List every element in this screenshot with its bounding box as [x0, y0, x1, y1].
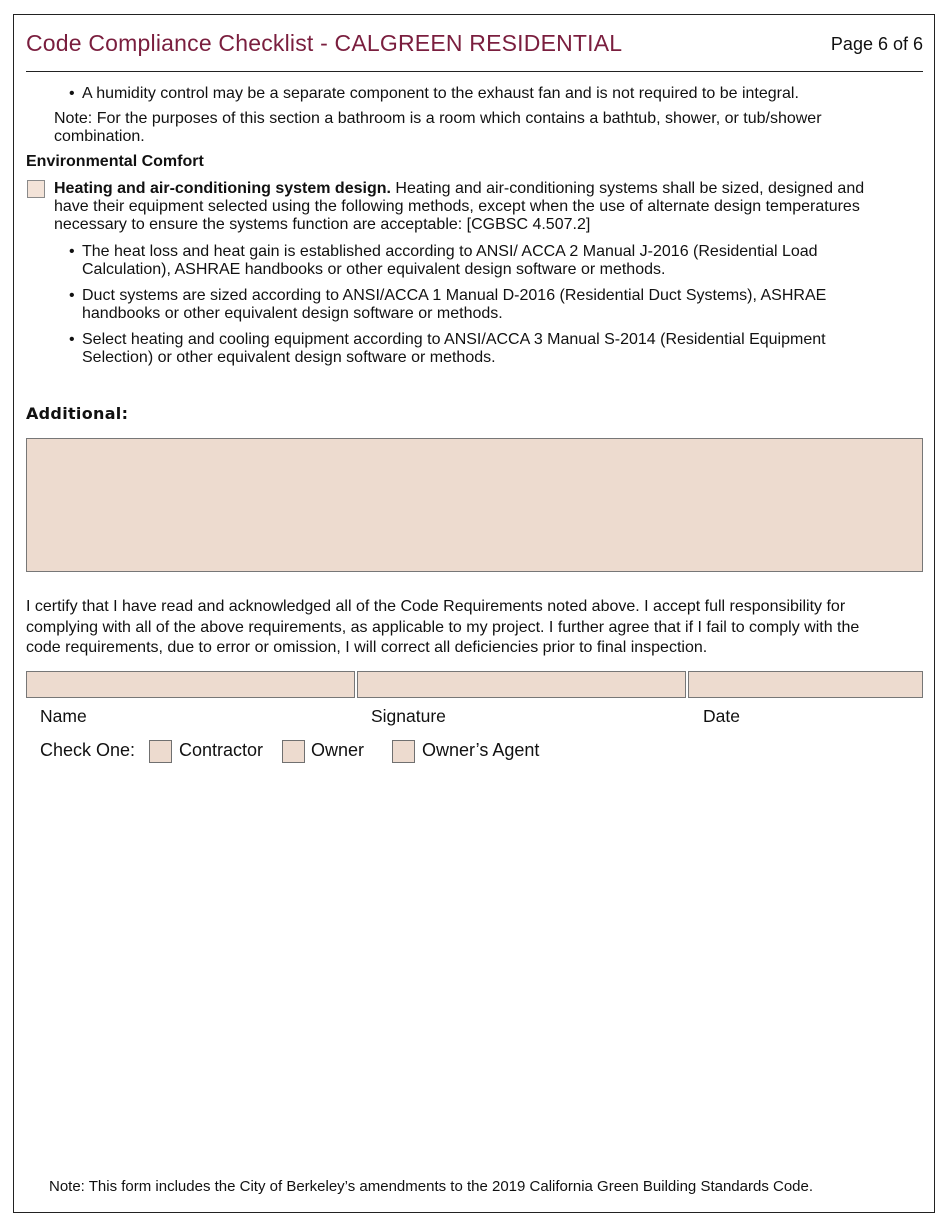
owners-agent-checkbox[interactable]	[392, 740, 415, 763]
hvac-bullet-2-line2: handbooks or other equivalent design software or methods.	[82, 305, 503, 322]
hvac-bullet-1-line2: Calculation), ASHRAE handbooks or other equivalent design software or methods.	[82, 261, 666, 278]
hvac-bullet-2-line1: Duct systems are sized according to ANSI/ACCA 1 Manual D-2016 (Residential Duct Systems), ASHRAE	[82, 287, 827, 304]
page-title: Code Compliance Checklist - CALGREEN RESIDENTIAL	[26, 30, 623, 56]
bullet-icon: •	[69, 85, 75, 102]
contractor-label: Contractor	[179, 740, 264, 760]
date-label: Date	[703, 706, 740, 726]
humidity-bullet-text: A humidity control may be a separate component to the exhaust fan and is not required to be integral.	[82, 85, 799, 102]
hvac-bullet-2	[69, 287, 827, 323]
bullet-icon: •	[69, 331, 75, 348]
footer-note: Note: This form includes the City of Berkeley’s amendments to the 2019 California Green Building Standards Code.	[49, 1178, 814, 1195]
name-field[interactable]	[26, 671, 355, 698]
hvac-bullet-1	[69, 243, 818, 279]
hvac-item-title: Heating and air-conditioning system design.	[54, 180, 391, 197]
hvac-item-line2: have their equipment selected using the following methods, except when the use of alternate design temperatures	[54, 198, 860, 215]
additional-notes-field[interactable]	[26, 438, 923, 572]
owner-label: Owner	[311, 740, 365, 760]
owner-checkbox[interactable]	[282, 740, 305, 763]
hvac-bullet-3-line1: Select heating and cooling equipment according to ANSI/ACCA 3 Manual S-2014 (Residential Equipment	[82, 331, 826, 348]
bullet-icon: •	[69, 243, 75, 260]
bathroom-note-line2: combination.	[54, 128, 145, 145]
hvac-bullet-1-line1: The heat loss and heat gain is established according to ANSI/ ACCA 2 Manual J-2016 (Residential Load	[82, 243, 818, 260]
certification-line1: I certify that I have read and acknowledged all of the Code Requirements noted above. I accept full responsibility for	[26, 598, 846, 615]
certification-line2: complying with all of the above requirements, as applicable to my project. I further agree that if I fail to comply with the	[26, 618, 860, 636]
additional-label: Additional:	[26, 404, 129, 423]
certification-statement	[26, 597, 926, 659]
bathroom-note-line1: Note: For the purposes of this section a bathroom is a room which contains a bathtub, shower, or tub/shower	[54, 110, 822, 127]
hvac-bullet-3	[69, 331, 826, 367]
check-one-label: Check One:	[40, 740, 136, 760]
hvac-bullet-3-line2: Selection) or other equivalent design software or methods.	[82, 349, 496, 366]
hvac-design-checkbox[interactable]	[27, 180, 45, 198]
hvac-item-line1	[54, 180, 864, 198]
owners-agent-label: Owner’s Agent	[422, 740, 540, 760]
date-field[interactable]	[688, 671, 923, 698]
contractor-checkbox[interactable]	[149, 740, 172, 763]
certification-line3: code requirements, due to error or omission, I will correct all deficiencies prior to final inspection.	[26, 639, 708, 656]
signature-field[interactable]	[357, 671, 686, 698]
hvac-item-line3: necessary to ensure the systems function are acceptable: [CGBSC 4.507.2]	[54, 216, 591, 233]
name-label: Name	[40, 706, 87, 726]
humidity-bullet	[69, 85, 799, 103]
signature-label: Signature	[371, 706, 446, 726]
hvac-item-line1-rest: Heating and air-conditioning systems shall be sized, designed and	[390, 180, 865, 197]
section-heading-environmental-comfort: Environmental Comfort	[26, 153, 204, 170]
header-divider	[26, 71, 923, 72]
bullet-icon: •	[69, 287, 75, 304]
page-number: Page 6 of 6	[830, 34, 923, 54]
